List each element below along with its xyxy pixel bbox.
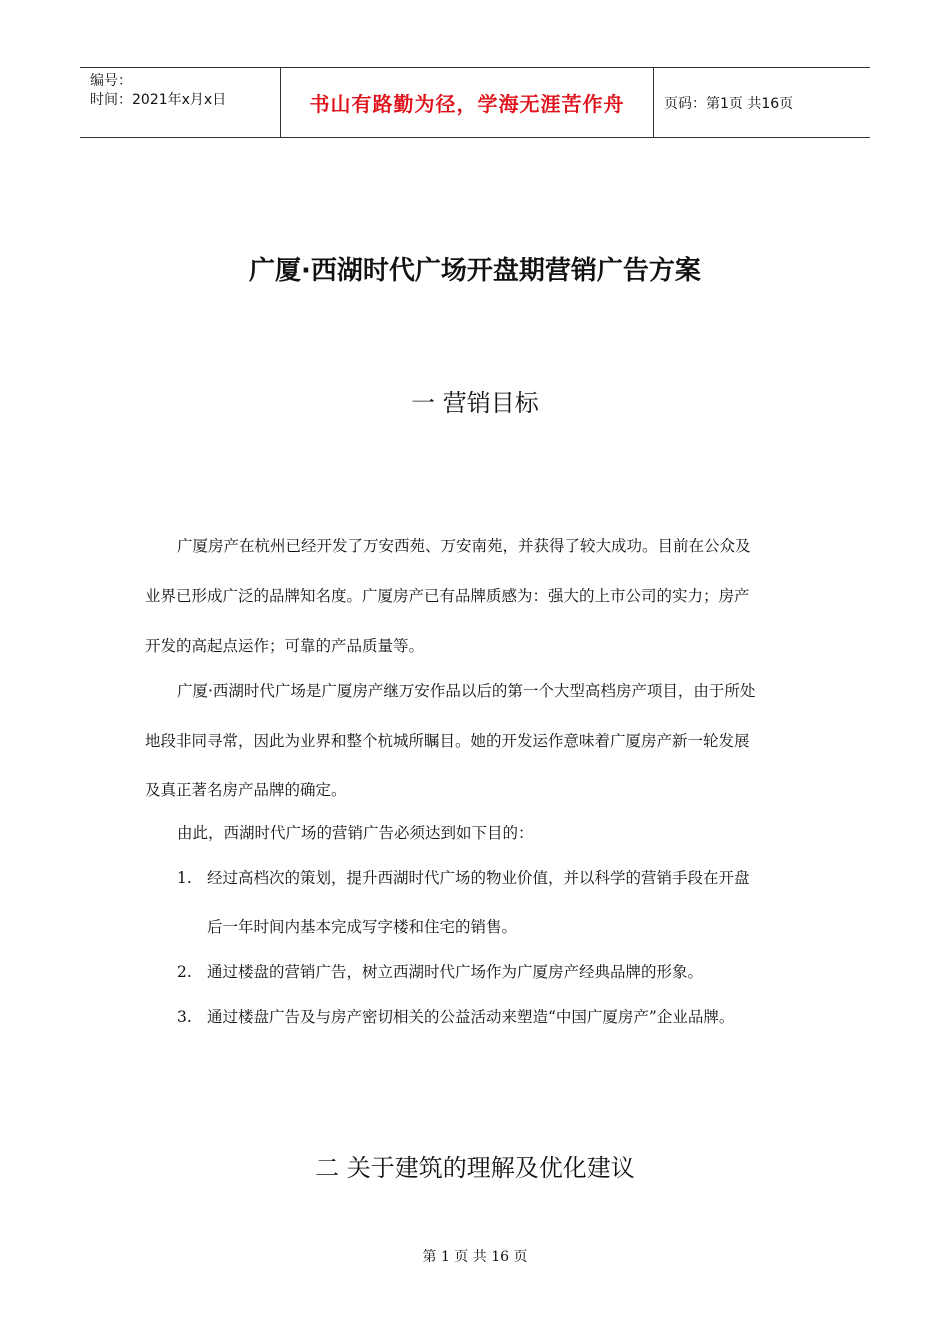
motto: 书山有路勤为径，学海无涯苦作舟 bbox=[309, 92, 625, 116]
list-item-number: 1. bbox=[177, 869, 192, 887]
para1-line3: 开发的高起点运作；可靠的产品质量等。 bbox=[145, 637, 425, 655]
para2-line3: 及真正著名房产品牌的确定。 bbox=[145, 781, 347, 799]
para2-line1: 广厦·西湖时代广场是广厦房产继万安作品以后的第一个大型高档房产项目，由于所处 bbox=[177, 682, 756, 700]
list-item bbox=[177, 868, 841, 888]
number-label: 编号： bbox=[90, 73, 132, 89]
list-item-text: 经过高档次的策划，提升西湖时代广场的物业价值，并以科学的营销手段在开盘 bbox=[207, 869, 750, 887]
list-item bbox=[177, 1007, 841, 1027]
para1-line1: 广厦房产在杭州已经开发了万安西苑、万安南苑，并获得了较大成功。目前在公众及 bbox=[177, 537, 751, 555]
header-page-cell bbox=[654, 68, 870, 137]
list-item-number: 3. bbox=[177, 1008, 192, 1026]
page-info: 页码：第1页 共16页 bbox=[664, 95, 794, 112]
list-item-text: 通过楼盘广告及与房产密切相关的公益活动来塑造“中国广厦房产”企业品牌。 bbox=[207, 1008, 735, 1026]
list-item-number: 2. bbox=[177, 963, 192, 981]
header-left-cell bbox=[80, 68, 280, 137]
section2-heading: 二 关于建筑的理解及优化建议 bbox=[315, 1154, 635, 1182]
document-title: 广厦·西湖时代广场开盘期营销广告方案 bbox=[249, 256, 701, 286]
list-item bbox=[177, 962, 841, 982]
para3: 由此，西湖时代广场的营销广告必须达到如下目的： bbox=[177, 824, 534, 842]
header-motto-cell bbox=[280, 68, 654, 137]
para2-line2: 地段非同寻常，因此为业界和整个杭城所瞩目。她的开发运作意味着广厦房产新一轮发展 bbox=[145, 732, 750, 750]
list-item-continuation: 后一年时间内基本完成写字楼和住宅的销售。 bbox=[207, 918, 518, 936]
list-item-text: 通过楼盘的营销广告，树立西湖时代广场作为广厦房产经典品牌的形象。 bbox=[207, 963, 704, 981]
time-label: 时间：2021年x月x日 bbox=[90, 92, 227, 108]
header-table bbox=[80, 67, 870, 138]
para1-line2: 业界已形成广泛的品牌知名度。广厦房产已有品牌质感为：强大的上市公司的实力；房产 bbox=[145, 587, 750, 605]
section1-heading: 一 营销目标 bbox=[411, 389, 539, 417]
page-footer: 第 1 页 共 16 页 bbox=[422, 1249, 528, 1265]
